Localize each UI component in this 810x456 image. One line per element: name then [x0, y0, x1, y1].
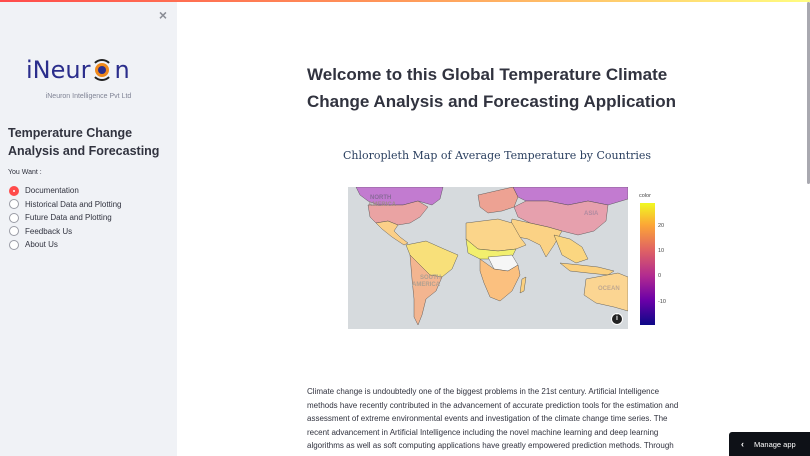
- colorbar-tick: 10: [658, 248, 665, 254]
- chevron-left-icon: ‹: [741, 439, 744, 449]
- radio-label: Future Data and Plotting: [25, 213, 112, 223]
- radio-group-label: You Want :: [8, 169, 42, 176]
- radio-checked-icon[interactable]: [9, 186, 19, 196]
- main-content: [177, 0, 810, 456]
- close-icon: ×: [158, 7, 168, 23]
- world-map-graphic: [348, 187, 628, 329]
- top-decoration-bar: [0, 0, 810, 2]
- radio-unchecked-icon[interactable]: [9, 199, 19, 209]
- radio-about-us[interactable]: [9, 238, 122, 252]
- radio-label: About Us: [25, 240, 58, 250]
- svg-text:SOUTH: SOUTH: [420, 275, 441, 281]
- intro-paragraph: Climate change is undoubtedly one of the biggest problems in the 21st century. Artificial Intelligence methods have recently contributed in the advancement of accurate prediction tools for the estimation and assessment of extreme environmental events and investigation of the climate change time series. The recent advancement in Artificial Intelligence including the novel machine learning and deep learning algorithms as well as soft computing applications have greatly empowered prediction methods. Through: [307, 387, 679, 450]
- ineuron-logo: [26, 54, 151, 86]
- info-icon[interactable]: i: [611, 313, 623, 325]
- close-sidebar-button[interactable]: [156, 8, 170, 22]
- colorbar: [640, 203, 655, 325]
- svg-text:AMERICA: AMERICA: [368, 202, 396, 208]
- svg-text:OCEAN: OCEAN: [598, 286, 620, 292]
- manage-app-button[interactable]: [729, 432, 810, 456]
- choropleth-map[interactable]: [348, 187, 628, 329]
- navigation-radio-group: [9, 184, 122, 252]
- radio-feedback[interactable]: [9, 225, 122, 239]
- sidebar-title: Temperature Change Analysis and Forecasting: [8, 126, 160, 158]
- radio-unchecked-icon[interactable]: [9, 226, 19, 236]
- map-label-north-america: NORTH: [370, 195, 392, 201]
- colorbar-tick: -10: [658, 299, 666, 305]
- radio-historical-data[interactable]: [9, 198, 122, 212]
- logo-ring-icon: [91, 59, 113, 81]
- logo-text-start: iNeur: [26, 56, 91, 84]
- radio-documentation[interactable]: [9, 184, 122, 198]
- radio-label: Documentation: [25, 186, 79, 196]
- radio-unchecked-icon[interactable]: [9, 213, 19, 223]
- radio-label: Feedback Us: [25, 226, 73, 236]
- svg-text:AMERICA: AMERICA: [412, 282, 440, 288]
- colorbar-tick: 20: [658, 223, 665, 229]
- colorbar-tick: 0: [658, 273, 662, 279]
- colorbar-title: color: [639, 193, 651, 199]
- manage-app-label: Manage app: [754, 439, 796, 449]
- sidebar: [0, 0, 177, 456]
- logo-text-end: n: [114, 56, 130, 84]
- map-title: Chloropleth Map of Average Temperature by Countries: [342, 149, 652, 162]
- svg-text:ASIA: ASIA: [584, 211, 599, 217]
- radio-unchecked-icon[interactable]: [9, 240, 19, 250]
- company-name: iNeuron Intelligence Pvt Ltd: [45, 93, 132, 100]
- radio-label: Historical Data and Plotting: [25, 199, 122, 209]
- radio-future-data[interactable]: [9, 211, 122, 225]
- page-title: Welcome to this Global Temperature Climate Change Analysis and Forecasting Application: [307, 65, 677, 111]
